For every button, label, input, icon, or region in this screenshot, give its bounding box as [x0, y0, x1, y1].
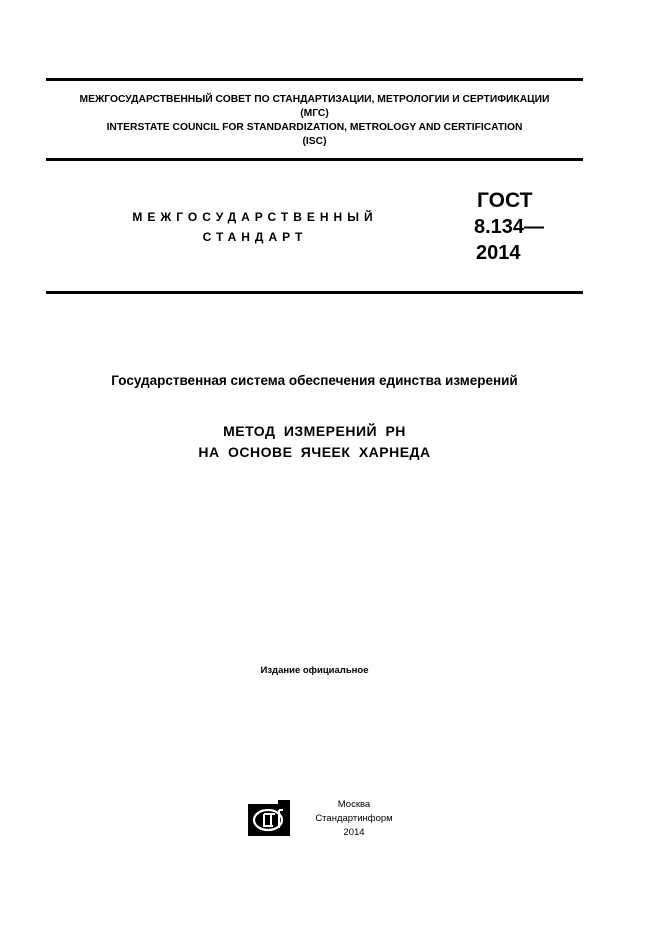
publisher-name: Стандартинформ — [315, 813, 393, 824]
standard-kind — [100, 207, 410, 247]
document-title-line1: МЕТОД ИЗМЕРЕНИЙ PH — [223, 423, 406, 439]
document-series: Государственная система обеспечения единства измерений — [111, 373, 518, 388]
publisher-city: Москва — [337, 799, 371, 810]
council-en-abbr: (ISC) — [302, 136, 327, 147]
council-ru-name: МЕЖГОСУДАРСТВЕННЫЙ СОВЕТ ПО СТАНДАРТИЗАЦИИ, МЕТРОЛОГИИ И СЕРТИФИКАЦИИ — [79, 94, 550, 105]
council-header — [46, 93, 583, 149]
standard-year: 2014 — [476, 242, 521, 264]
publisher-block — [248, 798, 408, 848]
document-title — [46, 421, 583, 463]
standartinform-logo-icon — [248, 800, 290, 836]
standard-kind-line2: СТАНДАРТ — [202, 230, 308, 244]
council-en-name: INTERSTATE COUNCIL FOR STANDARDIZATION, METROLOGY AND CERTIFICATION — [106, 122, 523, 133]
standard-designation: ГОСТ — [477, 189, 533, 212]
publisher-text — [302, 798, 406, 840]
top-rule — [46, 78, 583, 81]
designation-rule — [46, 291, 583, 294]
standard-designation-block — [474, 188, 544, 266]
standard-number: 8.134— — [474, 216, 545, 238]
standard-kind-line1: МЕЖГОСУДАРСТВЕННЫЙ — [132, 210, 378, 224]
edition-note: Издание официальное — [260, 665, 369, 676]
publisher-year: 2014 — [343, 827, 365, 838]
council-rule — [46, 158, 583, 161]
document-title-line2: НА ОСНОВЕ ЯЧЕЕК ХАРНЕДА — [198, 444, 431, 460]
council-ru-abbr: (МГС) — [300, 108, 329, 119]
